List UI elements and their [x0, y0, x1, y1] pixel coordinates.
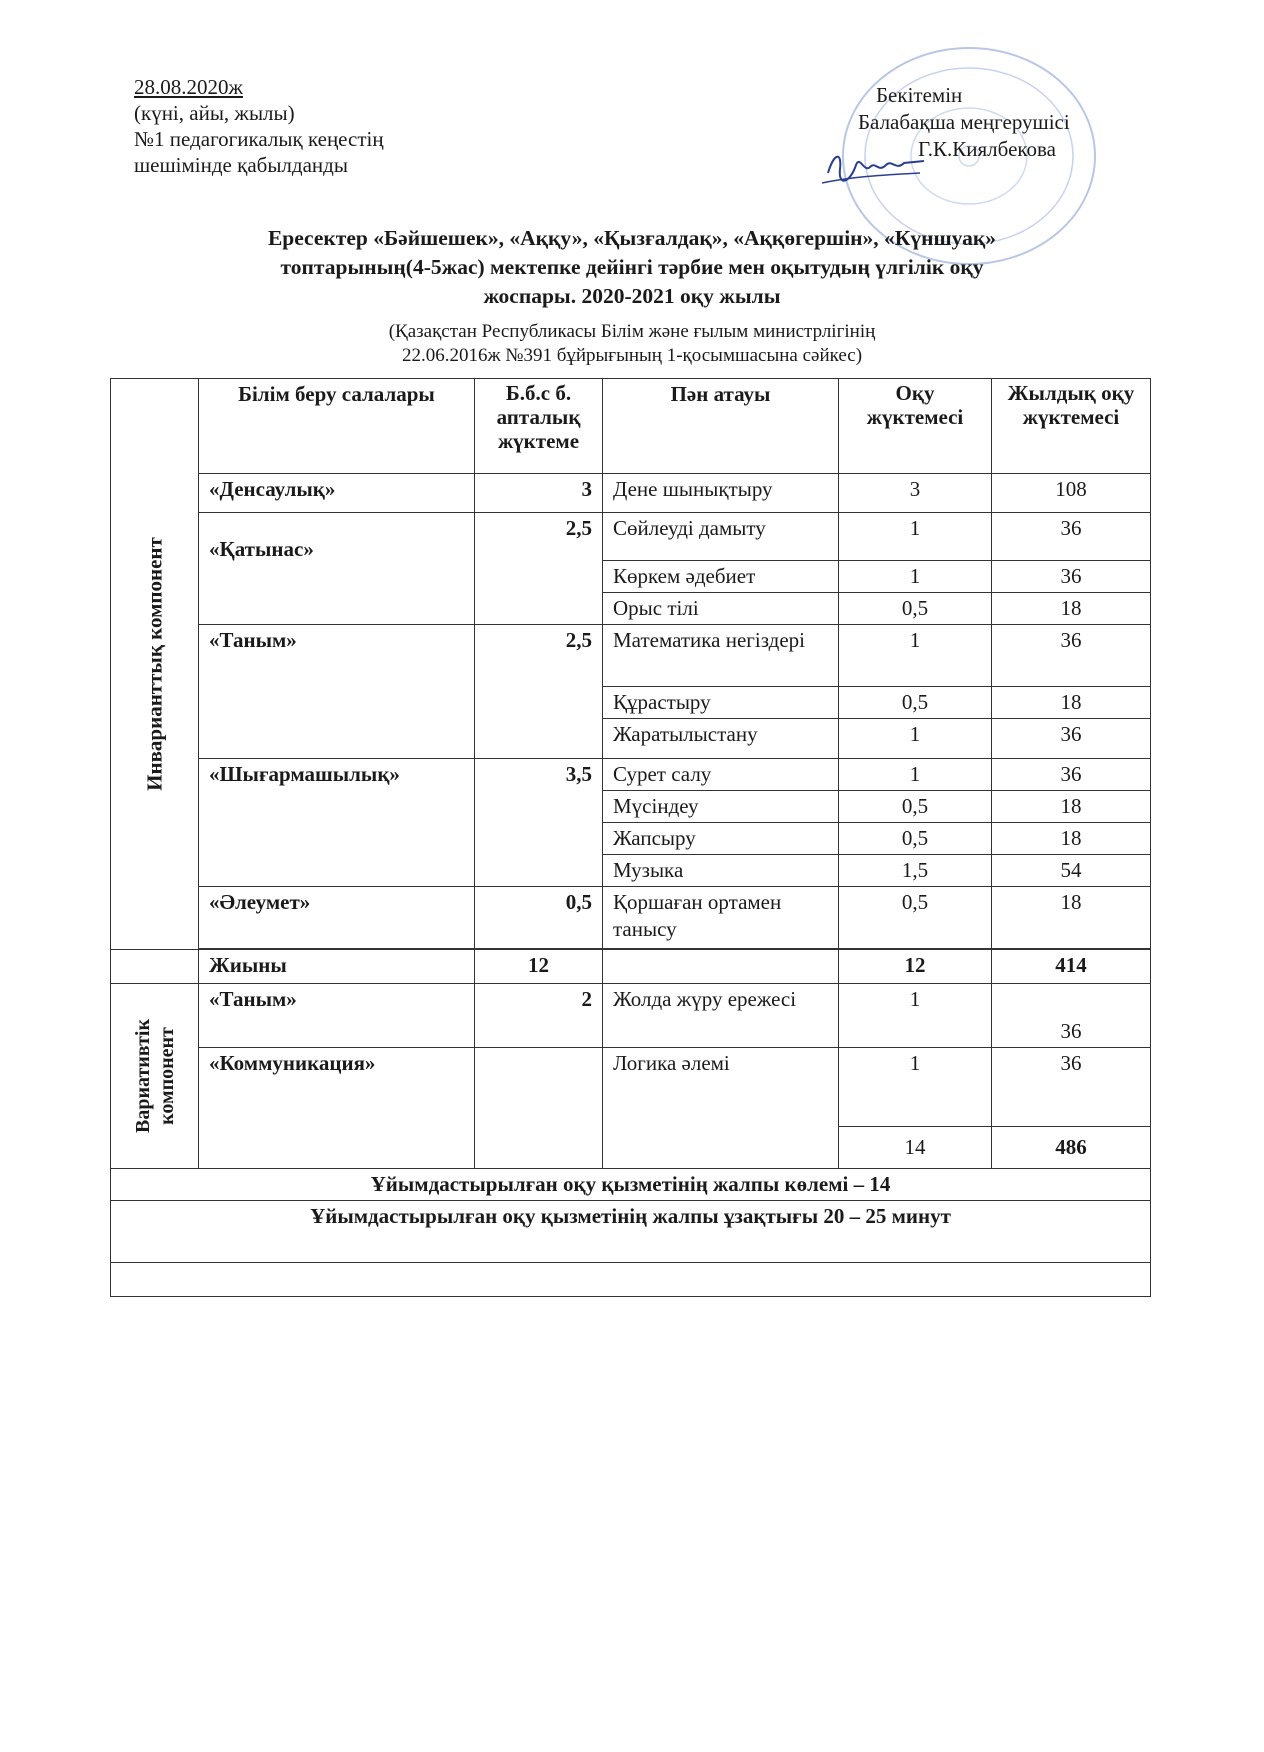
load-cell: 1: [839, 719, 992, 759]
table-header-row: [111, 379, 1151, 474]
annual-cell: 18: [992, 887, 1151, 949]
weekly-cell: 2,5: [475, 625, 603, 759]
document-title: [150, 224, 1114, 311]
subject-cell: Сөйлеуді дамыту: [603, 513, 839, 561]
area-cell: «Таным»: [199, 625, 475, 759]
header-load: Оқу жүктемесі: [839, 379, 992, 474]
total-weekly: 12: [475, 950, 603, 984]
load-cell: 1: [839, 561, 992, 593]
area-cell: «Таным»: [199, 984, 475, 1048]
signature-icon: [820, 143, 930, 193]
grand-total-load: 14: [839, 1127, 992, 1169]
area-cell: «Денсаулық»: [199, 474, 475, 513]
title-line-2: топтарының(4-5жас) мектепке дейінгі тәрбие мен оқытудың үлгілік оқу: [280, 255, 984, 279]
total-volume-text: Ұйымдастырылған оқу қызметінің жалпы көлемі – 14: [111, 1169, 1151, 1201]
annual-cell: 18: [992, 687, 1151, 719]
load-cell: 1,5: [839, 855, 992, 887]
curriculum-table: [110, 378, 1151, 1297]
annual-cell: 36: [992, 759, 1151, 791]
variative-label-line-1: Вариативтік: [131, 1018, 154, 1134]
subject-cell: Орыс тілі: [603, 593, 839, 625]
title-line-3: жоспары. 2020-2021 оқу жылы: [483, 284, 781, 308]
total-annual: 414: [992, 950, 1151, 984]
annual-cell: 18: [992, 823, 1151, 855]
load-cell: 0,5: [839, 791, 992, 823]
weekly-cell: 2: [475, 984, 603, 1048]
table-row: [111, 984, 1151, 1048]
table-row: [111, 474, 1151, 513]
annual-cell: 36: [992, 513, 1151, 561]
load-cell: 1: [839, 513, 992, 561]
load-cell: 0,5: [839, 887, 992, 949]
head-name: Г.К.Киялбекова: [918, 137, 1056, 161]
variative-component-cell: [111, 984, 199, 1169]
total-load: 12: [839, 950, 992, 984]
acceptance-date: 28.08.2020ж: [134, 75, 244, 99]
annual-cell: 18: [992, 791, 1151, 823]
document-subtitle: [150, 320, 1114, 368]
table-row: [111, 513, 1151, 561]
subject-cell: Сурет салу: [603, 759, 839, 791]
weekly-cell: 3: [475, 474, 603, 513]
area-cell: «Әлеумет»: [199, 887, 475, 949]
empty-cell: [111, 1263, 1151, 1297]
annual-cell: 18: [992, 593, 1151, 625]
invariant-component-label: Инварианттық компонент: [142, 537, 166, 791]
load-cell: 3: [839, 474, 992, 513]
date-caption: (күні, айы, жылы): [134, 101, 295, 125]
subject-cell: Мүсіндеу: [603, 791, 839, 823]
table-row: [111, 625, 1151, 687]
decision-text: шешімінде қабылданды: [134, 153, 348, 177]
total-empty-subject: [603, 950, 839, 984]
grand-total-annual: 486: [992, 1127, 1151, 1169]
load-cell: 1: [839, 625, 992, 687]
table-row: [111, 1048, 1151, 1127]
load-cell: 0,5: [839, 823, 992, 855]
annual-cell: 36: [992, 984, 1151, 1048]
area-cell: «Коммуникация»: [199, 1048, 475, 1169]
load-cell: 1: [839, 759, 992, 791]
annual-cell: 54: [992, 855, 1151, 887]
annual-cell: 36: [992, 719, 1151, 759]
subject-cell: Қоршаған ортамен танысу: [603, 887, 839, 949]
invariant-component-cell: [111, 379, 199, 950]
annual-cell: 36: [992, 625, 1151, 687]
area-cell: «Қатынас»: [199, 513, 475, 625]
header-area: Білім беру салалары: [199, 379, 475, 474]
subject-cell: Жолда жүру ережесі: [603, 984, 839, 1048]
header-annual: Жылдық оқу жүктемесі: [992, 379, 1151, 474]
weekly-cell: [475, 1048, 603, 1169]
load-cell: 1: [839, 1048, 992, 1127]
head-position: Балабақша меңгерушісі: [858, 110, 1070, 134]
load-cell: 0,5: [839, 593, 992, 625]
footer-row: [111, 1169, 1151, 1201]
subject-cell: Жапсыру: [603, 823, 839, 855]
total-duration-text: Ұйымдастырылған оқу қызметінің жалпы ұзақтығы 20 – 25 минут: [111, 1201, 1151, 1263]
weekly-cell: 0,5: [475, 887, 603, 949]
subtitle-line-1: (Қазақстан Республикасы Білім және ғылым министрлігінің: [388, 321, 876, 342]
load-cell: 0,5: [839, 687, 992, 719]
header-subject: Пән атауы: [603, 379, 839, 474]
footer-row: [111, 1201, 1151, 1263]
council-text: №1 педагогикалық кеңестің: [134, 127, 384, 151]
subject-cell: Көркем әдебиет: [603, 561, 839, 593]
subject-cell: Дене шынықтыру: [603, 474, 839, 513]
load-cell: 1: [839, 984, 992, 1048]
subject-cell: Жаратылыстану: [603, 719, 839, 759]
subtitle-line-2: 22.06.2016ж №391 бұйрығының 1-қосымшасына сәйкес): [401, 345, 863, 366]
table-row: [111, 887, 1151, 949]
table-row: [111, 759, 1151, 791]
annual-cell: 36: [992, 1048, 1151, 1127]
header-weekly: Б.б.с б. апталық жүктеме: [475, 379, 603, 474]
total-label: Жиыны: [199, 950, 475, 984]
variative-component-label: [131, 1019, 179, 1133]
subject-cell: Логика әлемі: [603, 1048, 839, 1169]
acceptance-block: [134, 74, 384, 178]
title-line-1: Ересектер «Бәйшешек», «Аққу», «Қызғалдақ», «Аққөгершін», «Күншуақ»: [267, 226, 997, 250]
subject-cell: Математика негіздері: [603, 625, 839, 687]
total-row: [111, 950, 1151, 984]
annual-cell: 108: [992, 474, 1151, 513]
approve-word: Бекітемін: [876, 83, 963, 107]
total-empty-cell: [111, 950, 199, 984]
weekly-cell: 3,5: [475, 759, 603, 887]
subject-cell: Музыка: [603, 855, 839, 887]
area-cell: «Шығармашылық»: [199, 759, 475, 887]
empty-row: [111, 1263, 1151, 1297]
weekly-cell: 2,5: [475, 513, 603, 625]
annual-cell: 36: [992, 561, 1151, 593]
subject-cell: Құрастыру: [603, 687, 839, 719]
variative-label-line-2: компонент: [155, 1027, 178, 1125]
